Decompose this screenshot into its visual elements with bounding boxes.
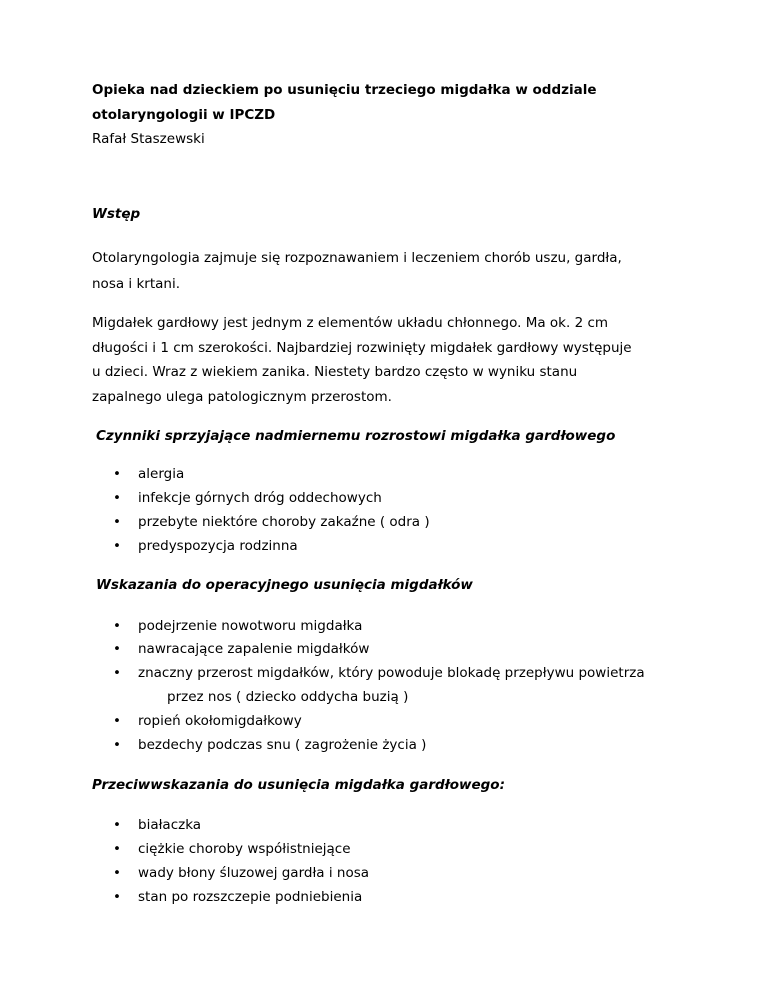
bullet-icon: • — [113, 889, 121, 905]
bullet-icon: • — [113, 665, 121, 681]
bullet-icon: • — [113, 538, 121, 554]
list-item-text: alergia — [138, 466, 185, 482]
list-item-text: infekcje górnych dróg oddechowych — [138, 490, 382, 506]
list-item-text: przebyte niektóre choroby zakaźne ( odra ) — [138, 514, 430, 530]
bullet-icon: • — [113, 466, 121, 482]
intro-paragraph-2-line-4: zapalnego ulega patologicznym przerostom. — [92, 389, 392, 405]
list-item-text: wady błony śluzowej gardła i nosa — [138, 865, 370, 881]
section-heading-intro: Wstęp — [92, 206, 141, 222]
list-item-continuation: przez nos ( dziecko oddycha buzią ) — [167, 689, 409, 705]
bullet-icon: • — [113, 841, 121, 857]
list-item-text: białaczka — [138, 817, 202, 833]
bullet-icon: • — [113, 865, 121, 881]
list-item-text: znaczny przerost migdałków, który powoduje blokadę przepływu powietrza — [138, 665, 645, 681]
document-author: Rafał Staszewski — [92, 131, 205, 147]
section-heading-contraindications: Przeciwwskazania do usunięcia migdałka gardłowego: — [92, 777, 505, 793]
bullet-icon: • — [113, 817, 121, 833]
list-item-text: ciężkie choroby współistniejące — [138, 841, 351, 857]
intro-paragraph-1-line-1: Otolaryngologia zajmuje się rozpoznawaniem i leczeniem chorób uszu, gardła, — [92, 250, 622, 266]
section-heading-indications: Wskazania do operacyjnego usunięcia migdałków — [96, 577, 473, 593]
list-item-text: stan po rozszczepie podniebienia — [138, 889, 363, 905]
list-item-text: bezdechy podczas snu ( zagrożenie życia ) — [138, 737, 427, 753]
document-title-line2: otolaryngologii w IPCZD — [92, 107, 276, 123]
intro-paragraph-2-line-1: Migdałek gardłowy jest jednym z elementów układu chłonnego. Ma ok. 2 cm — [92, 315, 609, 331]
intro-paragraph-2-line-2: długości i 1 cm szerokości. Najbardziej rozwinięty migdałek gardłowy występuje — [92, 340, 632, 356]
list-item-text: podejrzenie nowotworu migdałka — [138, 618, 363, 634]
document-title-line1: Opieka nad dzieckiem po usunięciu trzeciego migdałka w oddziale — [92, 82, 597, 98]
bullet-icon: • — [113, 618, 121, 634]
list-item-text: nawracające zapalenie migdałków — [138, 641, 370, 657]
intro-paragraph-2-line-3: u dzieci. Wraz z wiekiem zanika. Niestety bardzo często w wyniku stanu — [92, 364, 578, 380]
list-item-text: ropień okołomigdałkowy — [138, 713, 302, 729]
bullet-icon: • — [113, 514, 121, 530]
list-item-text: predyspozycja rodzinna — [138, 538, 298, 554]
section-heading-factors: Czynniki sprzyjające nadmiernemu rozrostowi migdałka gardłowego — [96, 428, 616, 444]
bullet-icon: • — [113, 713, 121, 729]
bullet-icon: • — [113, 737, 121, 753]
bullet-icon: • — [113, 641, 121, 657]
bullet-icon: • — [113, 490, 121, 506]
intro-paragraph-1-line-2: nosa i krtani. — [92, 276, 180, 292]
